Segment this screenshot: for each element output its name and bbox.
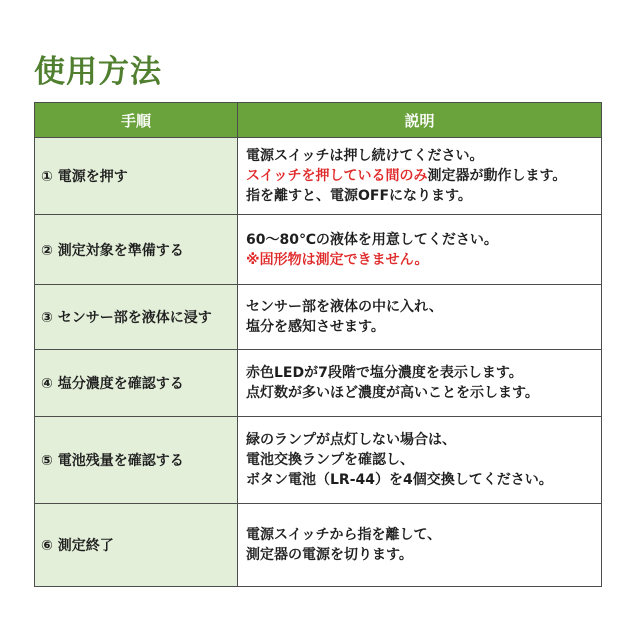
warning-text: ※固形物は測定できません。 bbox=[246, 251, 429, 268]
description-line: 塩分を感知させます。 bbox=[246, 319, 385, 335]
table-row bbox=[35, 417, 602, 504]
step-cell: ② 測定対象を準備する bbox=[35, 215, 238, 285]
table-header-row bbox=[35, 103, 602, 138]
step-cell: ④ 塩分濃度を確認する bbox=[35, 350, 238, 417]
description-line: 60～80℃の液体を用意してください。 bbox=[246, 231, 498, 248]
description-cell bbox=[238, 138, 602, 215]
description-line: ボタン電池（LR-44）を4個交換してください。 bbox=[246, 472, 553, 488]
description-line: 測定器の電源を切ります。 bbox=[246, 547, 413, 563]
description-line: 電池交換ランプを確認し、 bbox=[246, 452, 414, 468]
description-line: 赤色LEDが7段階で塩分濃度を表示します。 bbox=[246, 365, 523, 381]
highlight-text: スイッチを押している間のみ bbox=[246, 168, 428, 184]
usage-table bbox=[34, 102, 602, 587]
description-line: センサー部を液体の中に入れ、 bbox=[246, 299, 443, 315]
description-line: 点灯数が多いほど濃度が高いことを示します。 bbox=[246, 385, 539, 401]
description-line: スイッチを押している間のみ測定器が動作します。 bbox=[246, 168, 567, 184]
step-cell: ⑤ 電池残量を確認する bbox=[35, 417, 238, 504]
description-line: 電源スイッチは押し続けてください。 bbox=[246, 148, 484, 164]
column-header-step: 手順 bbox=[35, 103, 238, 138]
table-row bbox=[35, 285, 602, 350]
table-row bbox=[35, 504, 602, 587]
table-row bbox=[35, 138, 602, 215]
description-cell bbox=[238, 215, 602, 285]
description-cell bbox=[238, 417, 602, 504]
description-cell bbox=[238, 504, 602, 587]
step-cell: ⑥ 測定終了 bbox=[35, 504, 238, 587]
table-row bbox=[35, 350, 602, 417]
table-row bbox=[35, 215, 602, 285]
description-line: 緑のランプが点灯しない場合は、 bbox=[246, 432, 456, 448]
description-line bbox=[246, 250, 601, 270]
description-line: 指を離すと、電源OFFになります。 bbox=[246, 188, 472, 204]
step-cell: ① 電源を押す bbox=[35, 138, 238, 215]
description-line: 電源スイッチから指を離して、 bbox=[246, 527, 442, 543]
page-title: 使用方法 bbox=[34, 54, 162, 90]
column-header-description: 説明 bbox=[238, 103, 602, 138]
description-cell bbox=[238, 350, 602, 417]
description-cell bbox=[238, 285, 602, 350]
step-cell: ③ センサー部を液体に浸す bbox=[35, 285, 238, 350]
